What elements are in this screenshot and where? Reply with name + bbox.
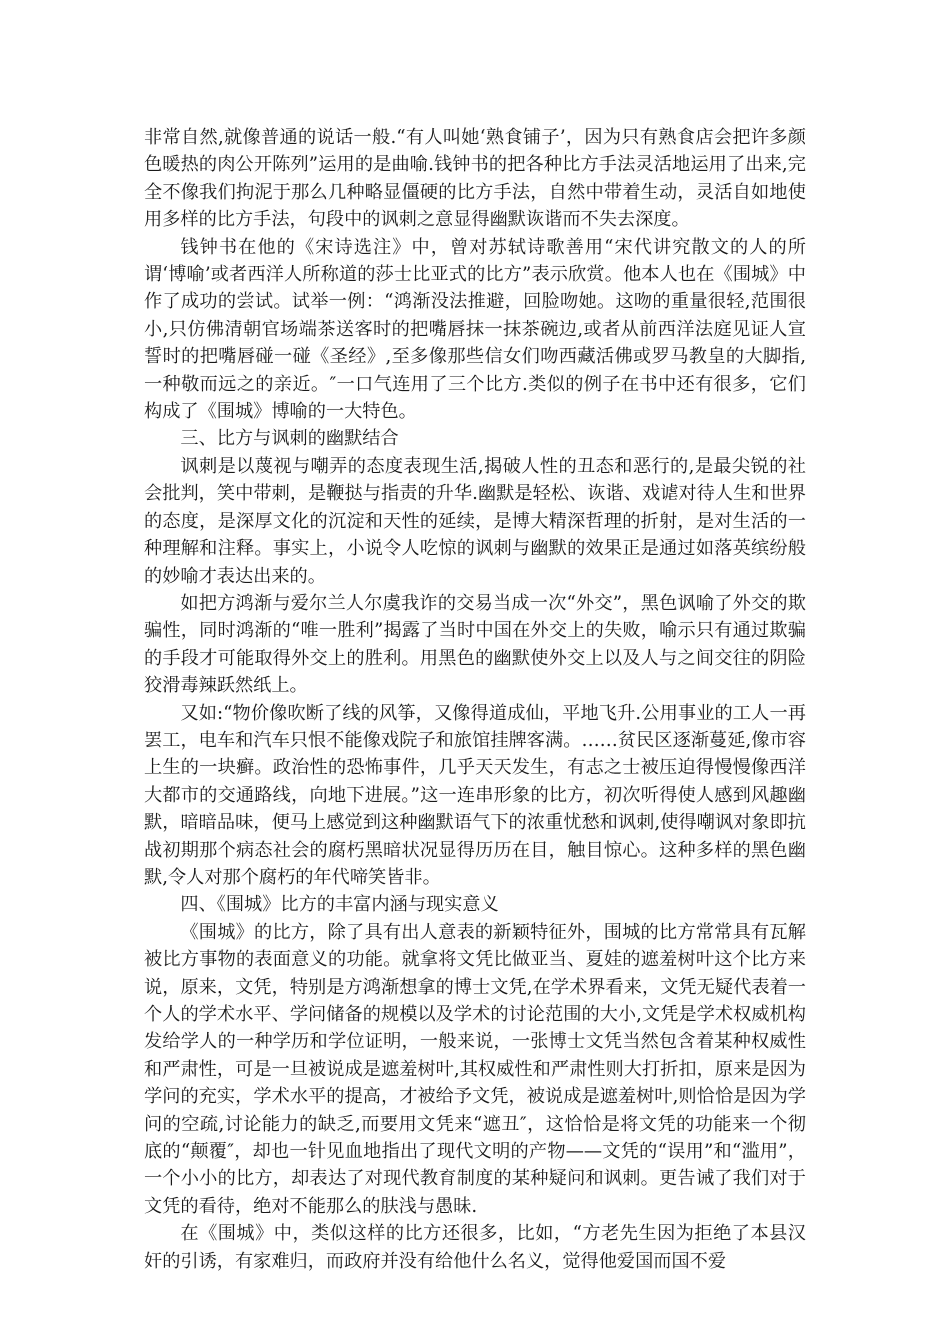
section-heading-3: 三、比方与讽刺的幽默结合 bbox=[180, 428, 399, 450]
paragraph-more-examples: 在《围城》中，类似这样的比方还很多，比如，“方老先生因为拒绝了本县汉奸的引诱，有家难归，而政府并没有给他什么名义，觉得他爱国而国不爱 bbox=[144, 1223, 806, 1272]
paragraph-diploma-metaphor: 《围城》的比方，除了具有出人意表的新颖特征外，围城的比方常常具有瓦解被比方事物的表面意义的功能。就拿将文凭比做亚当、夏娃的遮羞树叶这个比方来说，原来，文凭，特别是方鸿渐想拿的博士文凭,在学术界看来，文凭无疑代表着一个人的学术水平、学问储备的规模以及学术的讨论范围的大小,文凭是学术权威机构发给学人的一种学历和学位证明，一般来说，一张博士文凭当然包含着某种权威性和严肃性，可是一旦被说成是遮羞树叶,其权威性和严肃性则大打折扣，原来是因为学问的充实，学术水平的提高，才被给予文凭，被说成是遮羞树叶,则恰恰是因为学问的空疏,讨论能力的缺乏,而要用文凭来“遮丑″，这恰恰是将文凭的功能来一个彻底的“颠覆″，却也一针见血地指出了现代文明的产物——文凭的“误用”和“滥用”，一个小小的比方，却表达了对现代教育制度的某种疑问和讽刺。更告诫了我们对于文凭的看待，绝对不能那么的肤浅与愚昧. bbox=[144, 921, 806, 1217]
paragraph-diplomacy-example: 如把方鸿渐与爱尔兰人尔虞我诈的交易当成一次“外交”，黑色讽喻了外交的欺骗性，同时鸿渐的“唯一胜利”揭露了当时中国在外交上的失败，喻示只有通过欺骗的手段才可能取得外交上的胜利。用黑色的幽默使外交上以及人与之间交往的阴险狡滑毒辣跃然纸上。 bbox=[144, 592, 806, 697]
section-heading-4: 四、《围城》比方的丰富内涵与现实意义 bbox=[180, 894, 499, 916]
document-page bbox=[144, 124, 806, 1275]
paragraph-prices-example: 又如:“物价像吹断了线的风筝，又像得道成仙，平地飞升.公用事业的工人一再罢工，电车和汽车只恨不能像戏院子和旅馆挂牌客满。……贫民区逐渐蔓延,像市容上生的一块癣。政治性的恐怖事件，几乎天天发生，有志之士被压迫得慢慢像西洋大都市的交通路线，向地下进展。”这一连串形象的比方，初次听得使人感到风趣幽默，暗暗品味，便马上感觉到这种幽默语气下的浓重忧愁和讽刺,使得嘲讽对象即抗战初期那个病态社会的腐朽黑暗状况显得历历在目，触目惊心。这种多样的黑色幽默,令人对那个腐朽的年代啼笑皆非。 bbox=[144, 702, 806, 888]
paragraph-boyu: 钱钟书在他的《宋诗选注》中，曾对苏轼诗歌善用“宋代讲究散文的人的所谓‘博喻’或者西洋人所称道的莎士比亚式的比方”表示欣赏。他本人也在《围城》中作了成功的尝试。试举一例：“鸿渐没法推避，回脸吻她。这吻的重量很轻,范围很小,只仿佛清朝官场端茶送客时的把嘴唇抹一抹茶碗边,或者从前西洋法庭见证人宣誓时的把嘴唇碰一碰《圣经》,至多像那些信女们吻西藏活佛或罗马教皇的大脚指,一种敬而远之的亲近。″一口气连用了三个比方.类似的例子在书中还有很多，它们构成了《围城》博喻的一大特色。 bbox=[144, 236, 806, 423]
paragraph-continuation: 非常自然,就像普通的说话一般.“有人叫她‘熟食铺子’，因为只有熟食店会把许多颜色暖热的肉公开陈列”运用的是曲喻.钱钟书的把各种比方手法灵活地运用了出来,完全不像我们拘泥于那么几种略显僵硬的比方手法，自然中带着生动，灵活自如地使用多样的比方手法，句段中的讽刺之意显得幽默诙谐而不失去深度。 bbox=[144, 127, 806, 231]
paragraph-satire-definition: 讽刺是以蔑视与嘲弄的态度表现生活,揭破人性的丑态和恶行的,是最尖锐的社会批判，笑中带刺，是鞭挞与指责的升华.幽默是轻松、诙谐、戏谑对待人生和世界的态度，是深厚文化的沉淀和天性的延续，是博大精深哲理的折射，是对生活的一种理解和注释。事实上，小说令人吃惊的讽刺与幽默的效果正是通过如落英缤纷般的妙喻才表达出来的。 bbox=[144, 455, 806, 587]
